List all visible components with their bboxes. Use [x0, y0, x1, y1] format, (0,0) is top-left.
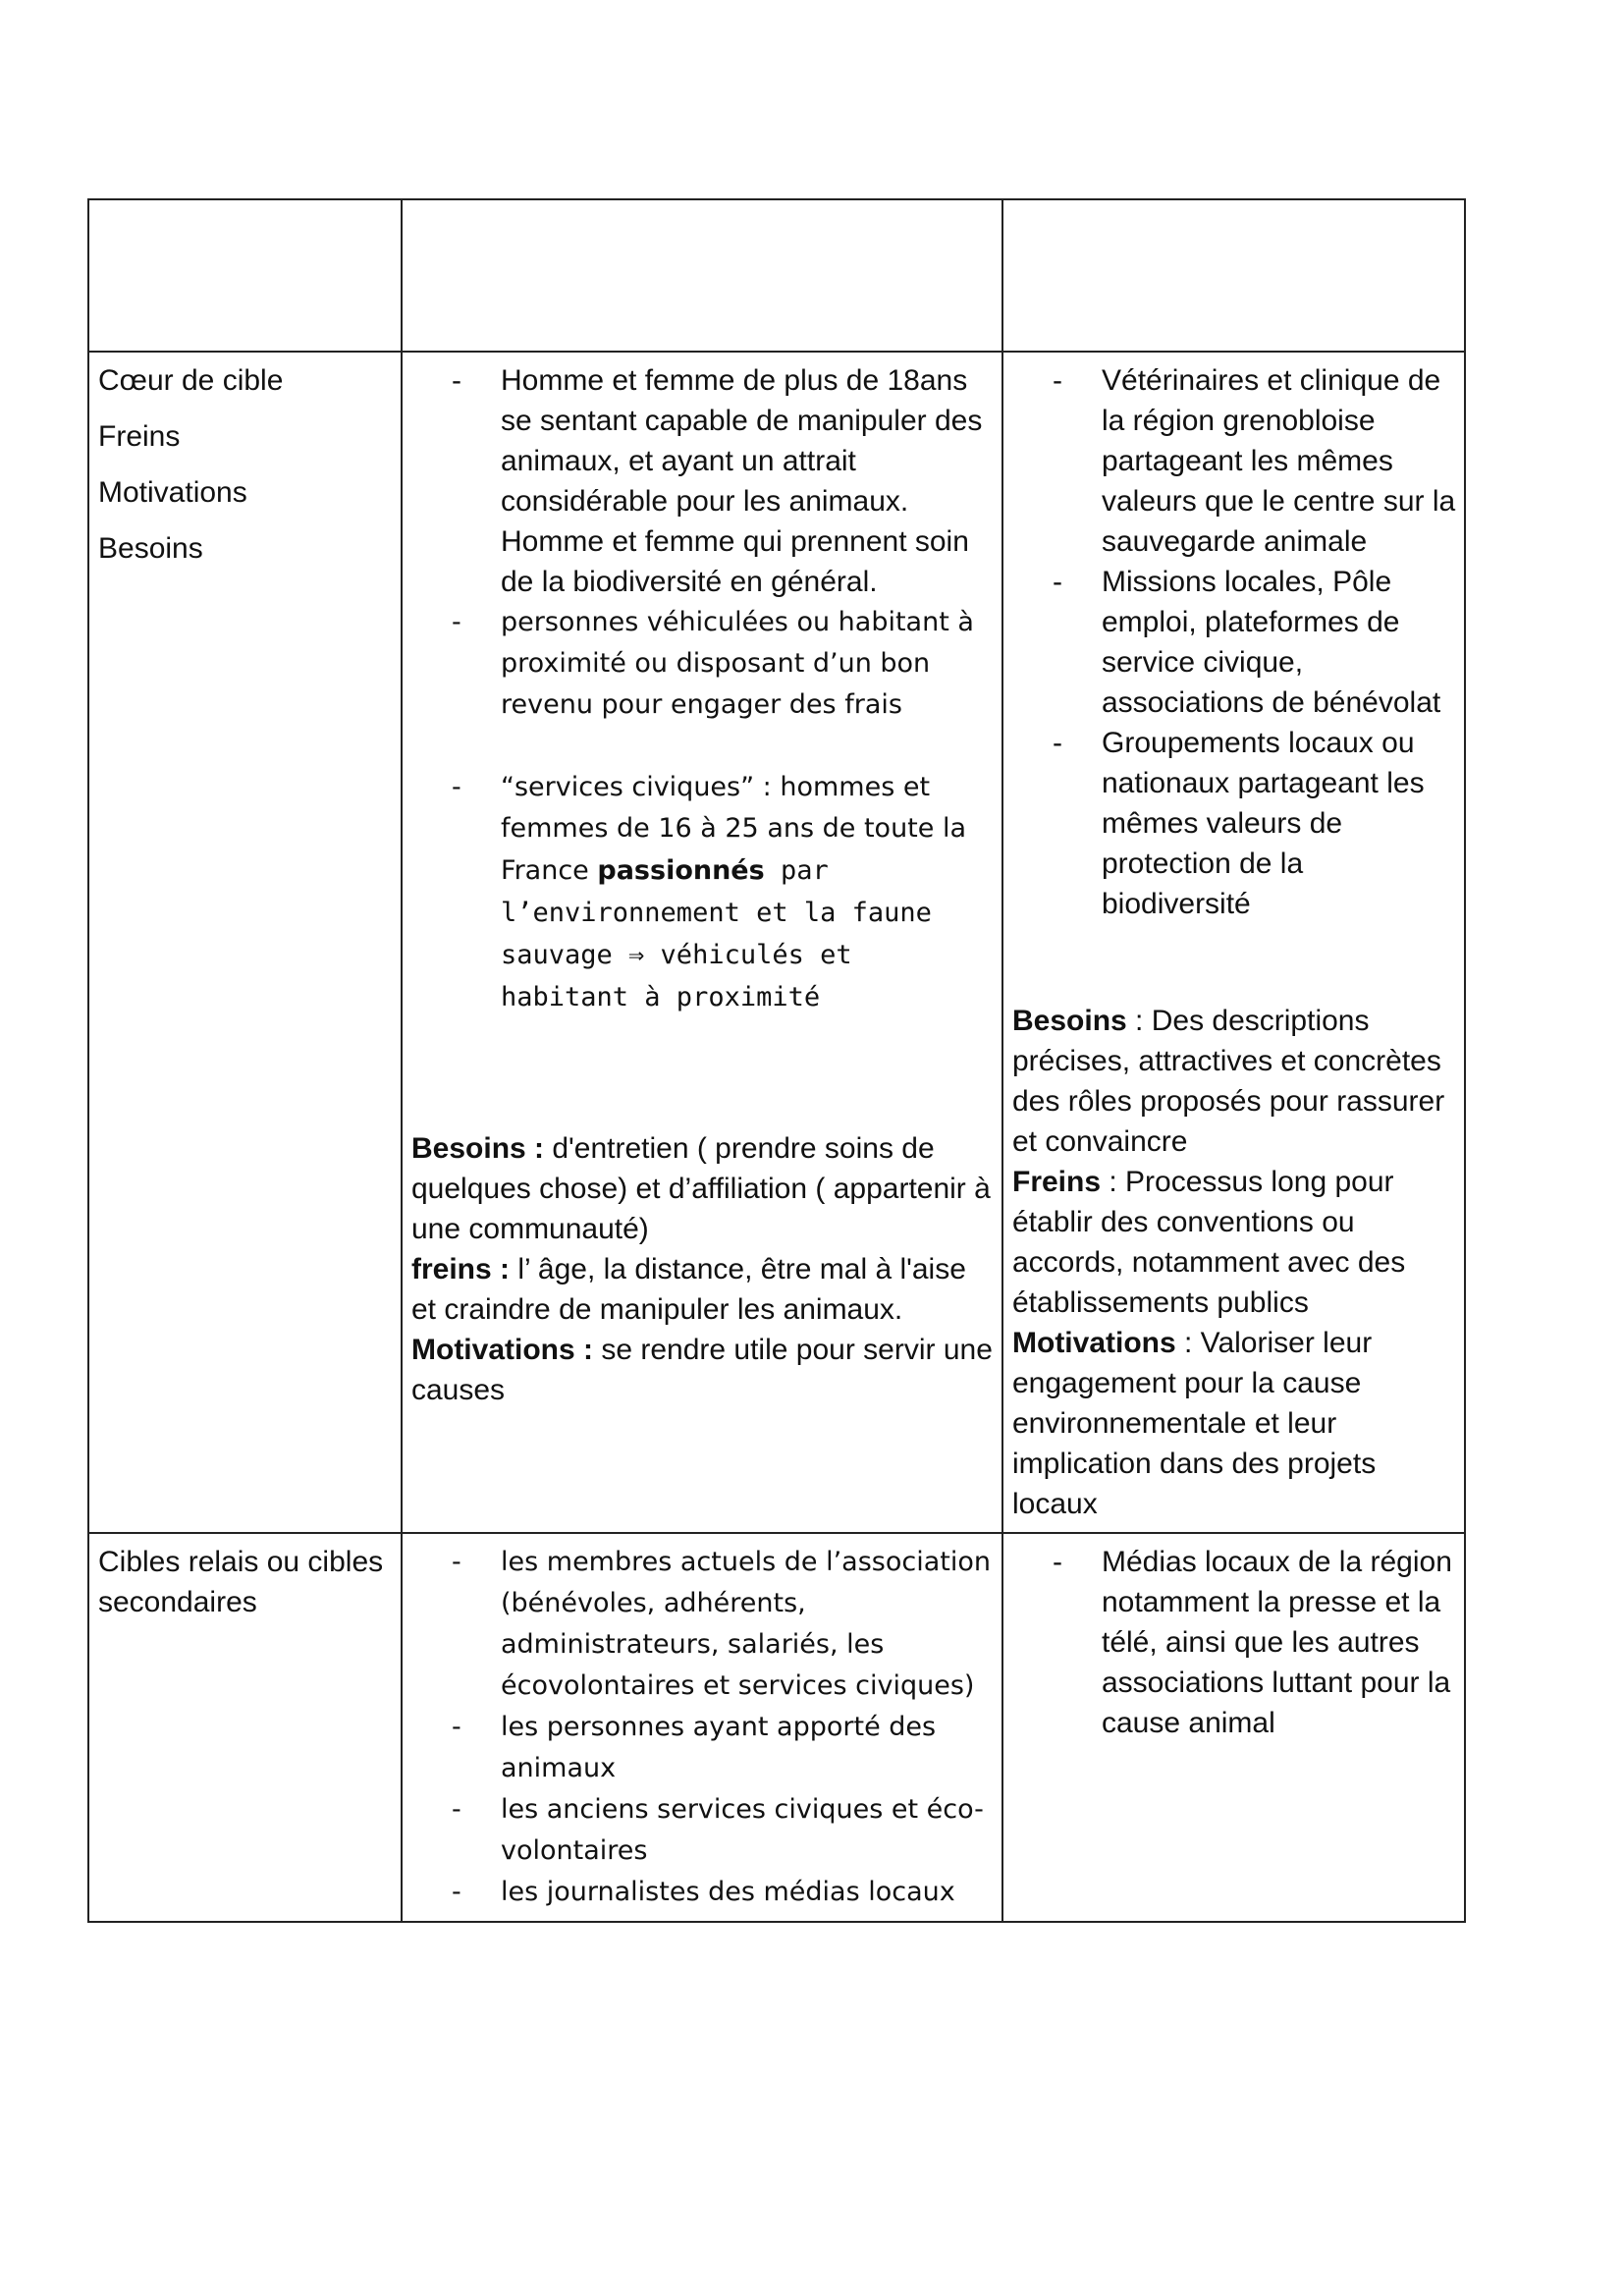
besoins-text: d'entretien ( prendre soins de quelques chose) et d’affiliation ( appartenir à une communauté)	[411, 1132, 991, 1245]
list-item: - Missions locales, Pôle emploi, plateformes de service civique, associations de bénévolat	[1012, 562, 1456, 723]
header-cell-3	[1002, 199, 1465, 352]
relay-organizations-list	[1012, 1542, 1456, 1743]
freins-paragraph	[411, 1249, 994, 1330]
civic-intro-text: “services civiques” : hommes et femmes de 16 à 25 ans de toute la France	[501, 772, 967, 886]
relay-target-organizations-cell	[1002, 1533, 1465, 1922]
relay-target-label-cell: Cibles relais ou cibles secondaires	[88, 1533, 402, 1922]
list-item: - les anciens services civiques et éco-volontaires	[411, 1789, 994, 1872]
civic-service-list	[411, 767, 994, 1018]
list-item: - Groupements locaux ou nationaux partageant les mêmes valeurs de protection de la biodiversité	[1012, 723, 1456, 924]
org-besoins-label: Besoins	[1012, 1005, 1127, 1037]
relay-target-row	[88, 1533, 1465, 1922]
org-motivations-text: : Valoriser leur engagement pour la cause environnementale et leur implication dans des projets locaux	[1012, 1327, 1377, 1520]
core-target-individuals-cell	[402, 352, 1002, 1533]
spacer	[411, 726, 994, 767]
individuals-list	[411, 360, 994, 726]
list-item: - les personnes ayant apporté des animaux	[411, 1707, 994, 1789]
motivations-text: se rendre utile pour servir une causes	[411, 1334, 993, 1406]
header-cell-1	[88, 199, 402, 352]
org-motivations-label: Motivations	[1012, 1327, 1176, 1359]
besoins-label: Besoins :	[411, 1132, 545, 1165]
list-item: - Vétérinaires et clinique de la région grenobloise partageant les mêmes valeurs que le centre sur la sauvegarde animale	[1012, 360, 1456, 562]
freins-label: freins :	[411, 1253, 511, 1285]
relay-target-individuals-cell	[402, 1533, 1002, 1922]
org-freins-label: Freins	[1012, 1166, 1102, 1198]
org-freins-paragraph	[1012, 1162, 1456, 1323]
civic-bold-text: passionnés	[597, 855, 765, 886]
label-besoins: Besoins	[98, 532, 203, 565]
core-target-organizations-cell	[1002, 352, 1465, 1533]
core-target-label-cell	[88, 352, 402, 1533]
header-cell-2	[402, 199, 1002, 352]
list-item: - Homme et femme de plus de 18ans se sentant capable de manipuler des animaux, et ayant un attrait considérable pour les animaux. Homme et femme qui prennent soin de la biodiversité en général.	[411, 360, 994, 602]
motivations-label: Motivations :	[411, 1334, 593, 1366]
label-motivations: Motivations	[98, 476, 247, 509]
list-item: - Médias locaux de la région notamment la presse et la télé, ainsi que les autres associations luttant pour la cause animal	[1012, 1542, 1456, 1743]
org-freins-text: : Processus long pour établir des conventions ou accords, notamment avec des établissements publics	[1012, 1166, 1406, 1319]
civic-mono-text: par l’environnement et la faune sauvage ⇒ véhiculés et habitant à proximité	[501, 855, 932, 1012]
org-besoins-paragraph	[1012, 1001, 1456, 1162]
spacer	[1012, 924, 1456, 1001]
header-row	[88, 199, 1465, 352]
list-item: - personnes véhiculées ou habitant à proximité ou disposant d’un bon revenu pour engager des frais	[411, 602, 994, 726]
label-core-target: Cœur de cible	[98, 364, 284, 397]
motivations-paragraph	[411, 1330, 994, 1410]
label-freins: Freins	[98, 420, 181, 453]
organizations-list	[1012, 360, 1456, 924]
org-besoins-text: : Des descriptions précises, attractives et concrètes des rôles proposés pour rassurer et convaincre	[1012, 1005, 1445, 1158]
freins-text: l’ âge, la distance, être mal à l'aise et craindre de manipuler les animaux.	[411, 1253, 966, 1326]
list-item-civic-service	[411, 767, 994, 1018]
list-item: - les membres actuels de l’association (bénévoles, adhérents, administrateurs, salariés, les écovolontaires et services civiques)	[411, 1542, 994, 1707]
besoins-paragraph	[411, 1128, 994, 1249]
spacer	[411, 1018, 994, 1128]
target-audience-table	[87, 198, 1466, 1923]
org-motivations-paragraph	[1012, 1323, 1456, 1524]
core-target-row	[88, 352, 1465, 1533]
list-item: - les journalistes des médias locaux	[411, 1872, 994, 1913]
relay-individuals-list	[411, 1542, 994, 1913]
